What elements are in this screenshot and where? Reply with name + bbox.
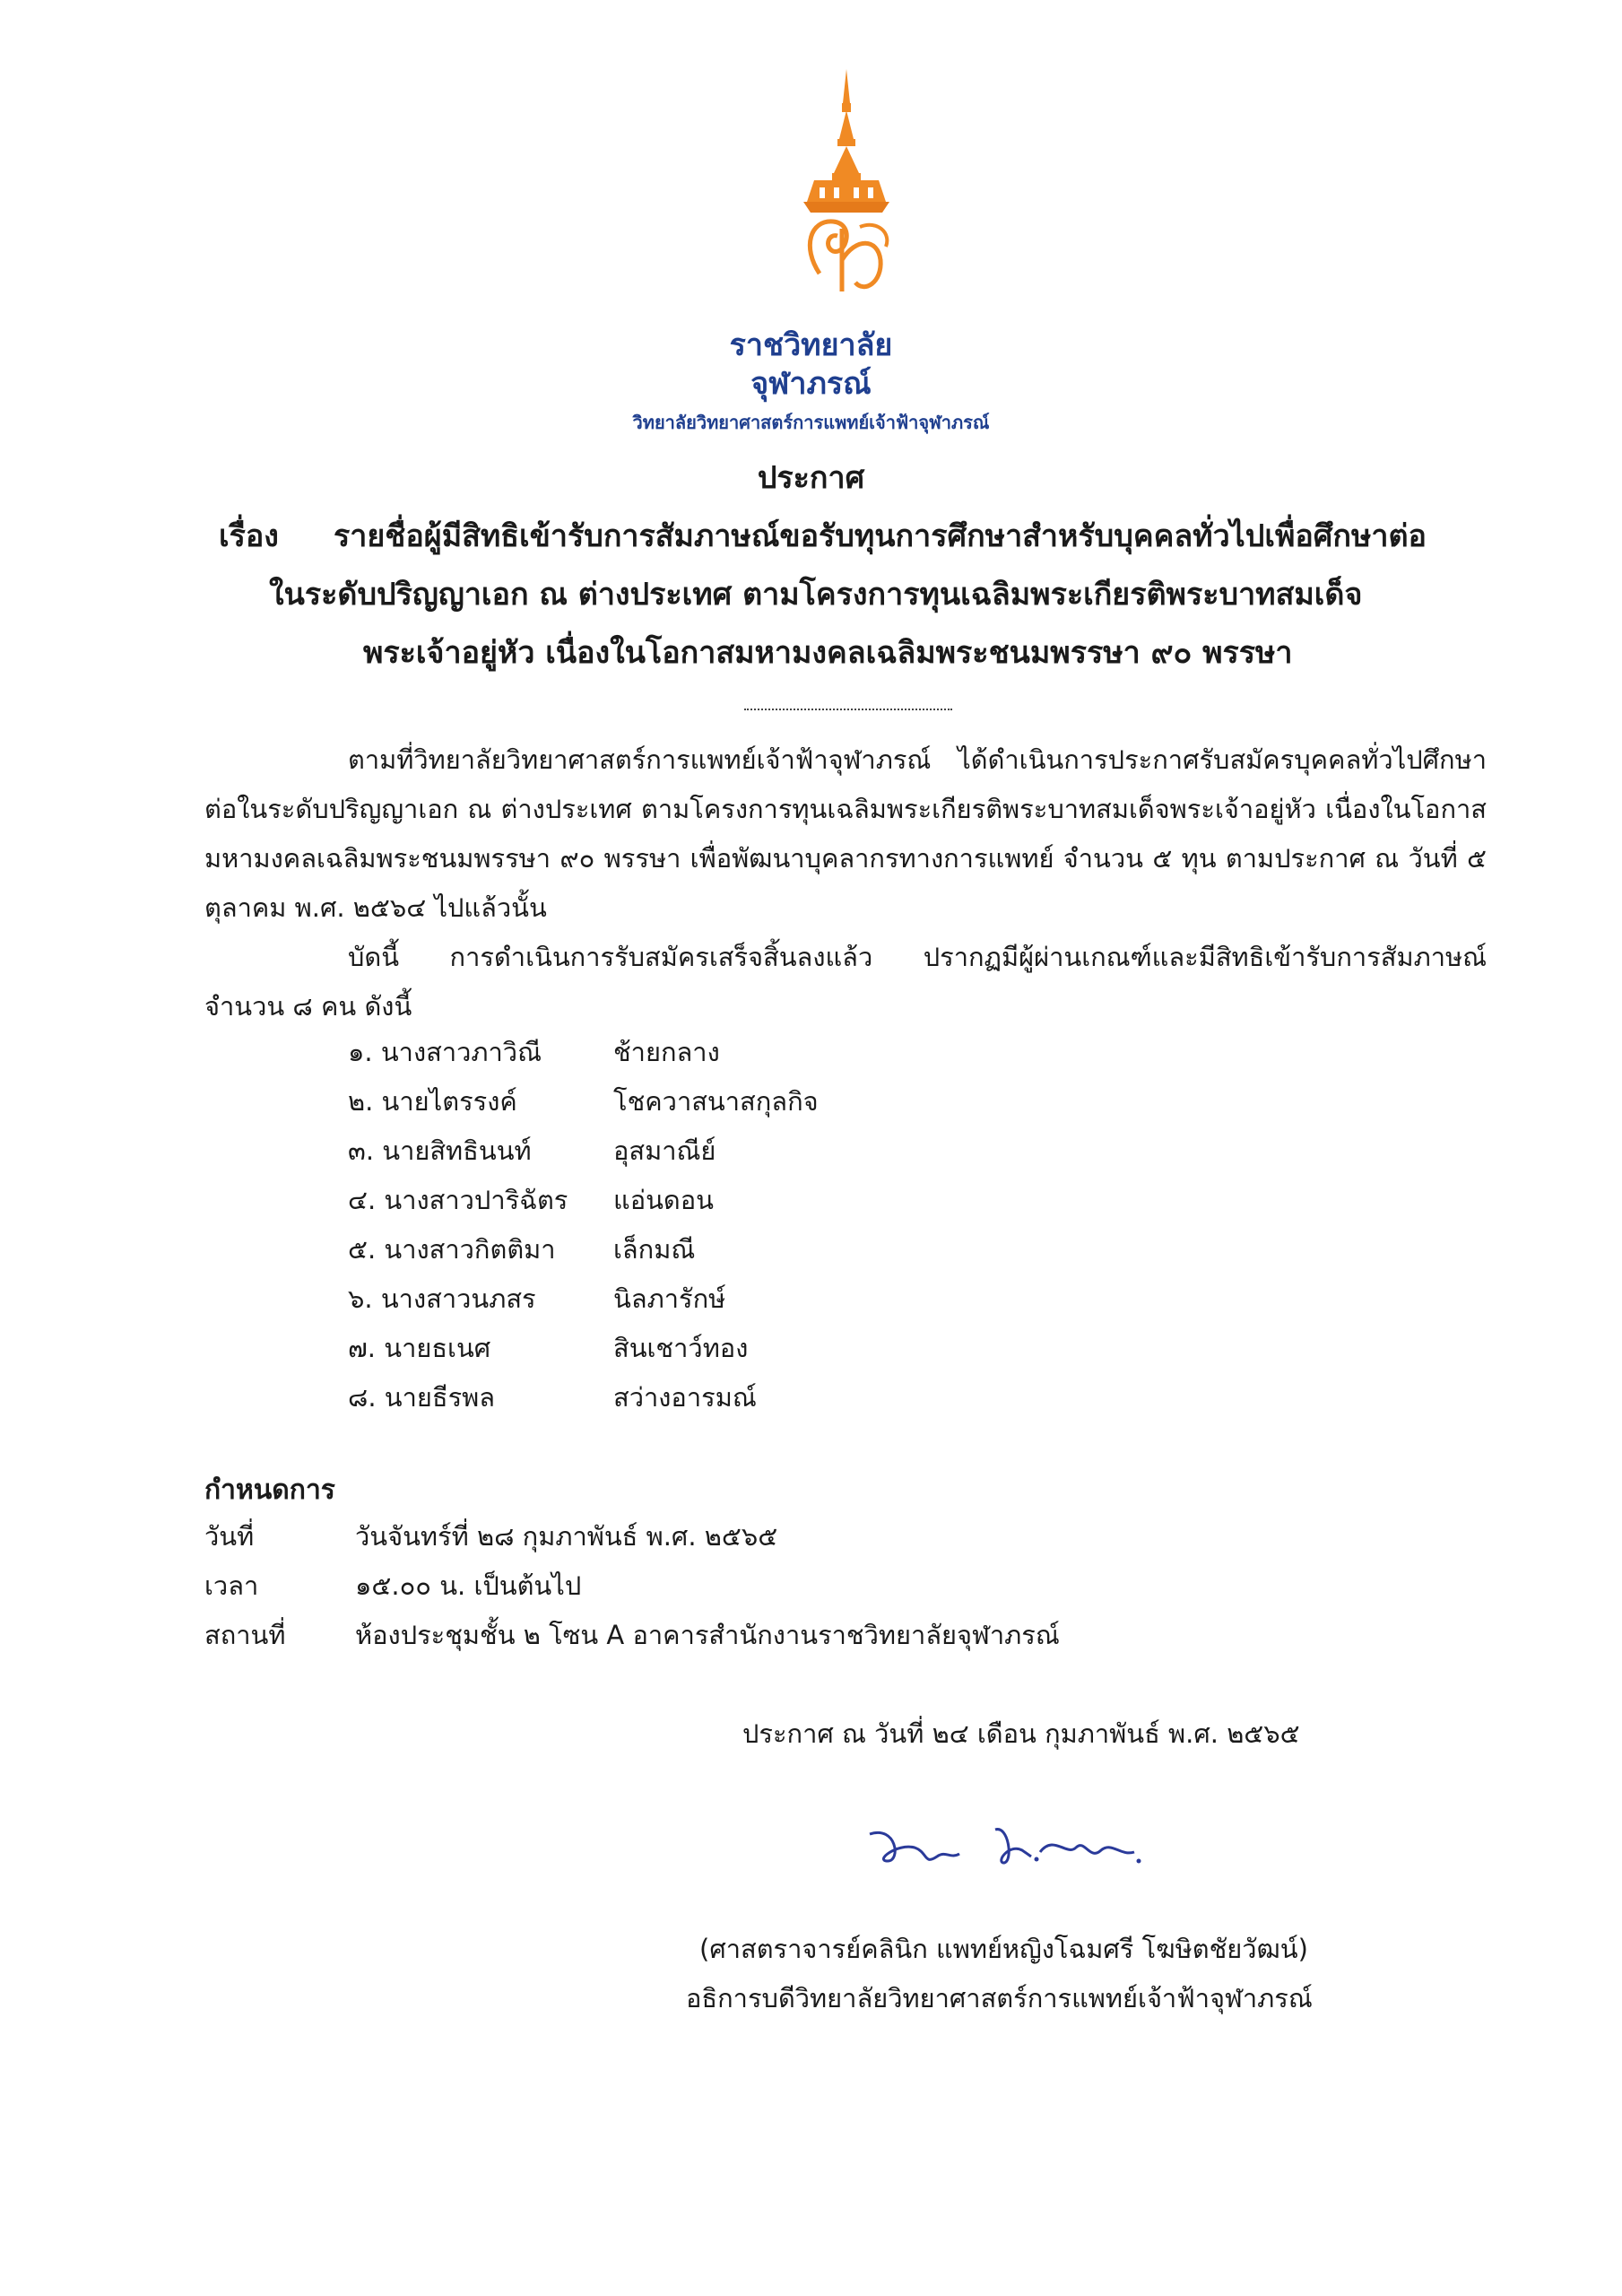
institution-name-line2: จุฬาภรณ์ [750,366,872,402]
paragraph-1-text: ตามที่วิทยาลัยวิทยาศาสตร์การแพทย์เจ้าฟ้าจุฬาภรณ์ ได้ดำเนินการประกาศรับสมัครบุคคลทั่วไปศึกษาต่อในระดับปริญญาเอก ณ ต่างประเทศ ตามโครงการทุนเฉลิมพระเกียรติพระบาทสมเด็จพระเจ้าอยู่หัว เนื่องในโอกาสมหามงคลเฉลิมพระชนมพรรษา ๙๐ พรรษา เพื่อพัฒนาบุคลากรทางการแพทย์ จำนวน ๕ ทุน ตามประกาศ ณ วันที่ ๕ ตุลาคม พ.ศ. ๒๕๖๔ ไปแล้วนั้น [204,744,1487,923]
candidate-surname: เล็กมณี [613,1234,696,1265]
candidate-name: ๖. นางสาวนภสร [348,1283,536,1314]
candidate-name: ๗. นายธเนศ [348,1333,491,1363]
list-item [348,1229,819,1278]
subject-line-1 [219,511,1427,560]
signer-position: อธิการบดีวิทยาลัยวิทยาศาสตร์การแพทย์เจ้าฟ้าจุฬาภรณ์ [686,1983,1313,2013]
subject-line-2: ในระดับปริญญาเอก ณ ต่างประเทศ ตามโครงการทุนเฉลิมพระเกียรติพระบาทสมเด็จ [269,577,1363,613]
candidate-surname: ช้ายกลาง [613,1037,720,1067]
institution-logo-block [0,67,1622,444]
dotted-divider [744,692,952,710]
candidate-surname: สว่างอารมณ์ [613,1382,757,1413]
body-paragraph-2 [204,933,1487,1031]
list-item [348,1130,819,1179]
institution-name-line1: ราชวิทยาลัย [729,327,893,363]
announce-date: ประกาศ ณ วันที่ ๒๔ เดือน กุมภาพันธ์ พ.ศ. ๒๕๖๕ [742,1718,1300,1749]
schedule-place-label: สถานที่ [204,1620,286,1650]
paragraph-2-text: บัดนี้ การดำเนินการรับสมัครเสร็จสิ้นลงแล้ว ปรากฏมีผู้ผ่านเกณฑ์และมีสิทธิเข้ารับการสัมภาษณ์ จำนวน ๘ คน ดังนี้ [204,942,1487,1022]
announcement-heading: ประกาศ [757,460,865,496]
list-item [348,1179,819,1229]
candidate-name: ๔. นางสาวปาริฉัตร [348,1185,568,1215]
candidate-name: ๕. นางสาวกิตติมา [348,1234,556,1265]
signer-name: (ศาสตราจารย์คลินิก แพทย์หญิงโฉมศรี โฆษิตชัยวัฒน์) [699,1934,1308,1964]
subject-text-1: รายชื่อผู้มีสิทธิเข้ารับการสัมภาษณ์ขอรับทุนการศึกษาสำหรับบุคคลทั่วไปเพื่อศึกษาต่อ [334,518,1427,554]
schedule-place-value: ห้องประชุมชั้น ๒ โซน A อาคารสำนักงานราชวิทยาลัยจุฬาภรณ์ [355,1620,1060,1650]
candidate-name: ๒. นายไตรรงค์ [348,1086,517,1117]
schedule-date-label: วันที่ [204,1521,255,1552]
schedule-place-row [204,1614,1060,1656]
schedule-time-row [204,1565,581,1606]
subject-line-3: พระเจ้าอยู่หัว เนื่องในโอกาสมหามงคลเฉลิมพระชนมพรรษา ๙๐ พรรษา [363,635,1293,671]
schedule-time-value: ๑๕.๐๐ น. เป็นต้นไป [355,1570,582,1601]
subject-key: เรื่อง [219,518,279,554]
list-item [348,1081,819,1130]
candidate-surname: สินเชาว์ทอง [613,1333,749,1363]
candidate-surname: แอ่นดอน [613,1185,715,1215]
list-item [348,1278,819,1327]
schedule-heading: กำหนดการ [204,1474,335,1506]
candidate-surname: โชควาสนาสกุลกิจ [613,1086,819,1117]
schedule-date-row [204,1516,777,1557]
schedule-date-value: วันจันทร์ที่ ๒๘ กุมภาพันธ์ พ.ศ. ๒๕๖๕ [355,1521,778,1552]
candidate-surname: นิลภารักษ์ [613,1283,726,1314]
schedule-time-label: เวลา [204,1570,259,1601]
royal-crest-logo [793,67,900,309]
candidate-name: ๓. นายสิทธินนท์ [348,1135,532,1166]
list-item [348,1377,819,1426]
list-item [348,1327,819,1377]
body-paragraph-1 [204,735,1487,933]
signature-image [861,1807,1157,1888]
candidate-list [348,1031,819,1426]
candidate-surname: อุสมาณีย์ [613,1135,716,1166]
candidate-name: ๑. นางสาวภาวิณี [348,1037,542,1067]
list-item [348,1031,819,1081]
candidate-name: ๘. นายธีรพล [348,1382,496,1413]
faculty-name: วิทยาลัยวิทยาศาสตร์การแพทย์เจ้าฟ้าจุฬาภรณ์ [632,412,990,433]
